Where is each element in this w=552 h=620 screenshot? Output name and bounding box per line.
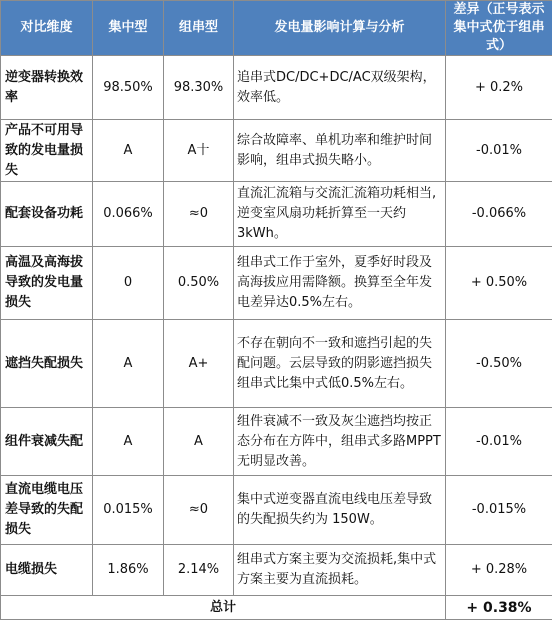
cell-diff: -0.066% <box>446 182 552 247</box>
header-dimension: 对比维度 <box>1 1 93 56</box>
table-row <box>1 545 552 596</box>
total-row <box>1 596 552 620</box>
cell-dimension: 直流电缆电压差导致的失配损失 <box>1 476 93 545</box>
cell-string: 0.50% <box>164 247 234 320</box>
cell-diff: + 0.2% <box>446 56 552 120</box>
cell-analysis: 追串式DC/DC+DC/AC双级架构，效率低。 <box>234 56 446 120</box>
header-central: 集中型 <box>93 1 164 56</box>
cell-analysis: 集中式逆变器直流电线电压差导致的失配损失约为 150W。 <box>234 476 446 545</box>
cell-dimension: 产品不可用导致的发电量损失 <box>1 120 93 182</box>
table-row <box>1 120 552 182</box>
cell-dimension: 组件衰减失配 <box>1 408 93 476</box>
total-label: 总计 <box>1 596 446 620</box>
cell-central: 0 <box>93 247 164 320</box>
cell-string: 2.14% <box>164 545 234 596</box>
cell-diff: + 0.50% <box>446 247 552 320</box>
cell-diff: -0.01% <box>446 120 552 182</box>
table-row <box>1 408 552 476</box>
cell-dimension: 电缆损失 <box>1 545 93 596</box>
header-string: 组串型 <box>164 1 234 56</box>
cell-dimension: 逆变器转换效率 <box>1 56 93 120</box>
cell-string: ≈0 <box>164 182 234 247</box>
cell-central: A <box>93 320 164 408</box>
cell-diff: + 0.28% <box>446 545 552 596</box>
header-analysis: 发电量影响计算与分析 <box>234 1 446 56</box>
cell-diff: -0.01% <box>446 408 552 476</box>
cell-analysis: 综合故障率、单机功率和维护时间影响，组串式损失略小。 <box>234 120 446 182</box>
cell-central: 1.86% <box>93 545 164 596</box>
cell-diff: -0.015% <box>446 476 552 545</box>
cell-central: 0.066% <box>93 182 164 247</box>
header-diff: 差异（正号表示集中式优于组串式） <box>446 1 552 56</box>
cell-string: ≈0 <box>164 476 234 545</box>
cell-central: A <box>93 120 164 182</box>
table-row <box>1 182 552 247</box>
total-diff: + 0.38% <box>446 596 552 620</box>
table-row <box>1 247 552 320</box>
table-row <box>1 476 552 545</box>
cell-central: 98.50% <box>93 56 164 120</box>
cell-dimension: 高温及高海拔导致的发电量损失 <box>1 247 93 320</box>
cell-string: A <box>164 408 234 476</box>
cell-dimension: 配套设备功耗 <box>1 182 93 247</box>
cell-central: 0.015% <box>93 476 164 545</box>
table-row <box>1 56 552 120</box>
cell-string: A十 <box>164 120 234 182</box>
cell-central: A <box>93 408 164 476</box>
cell-dimension: 遮挡失配损失 <box>1 320 93 408</box>
cell-diff: -0.50% <box>446 320 552 408</box>
table-row <box>1 320 552 408</box>
cell-string: 98.30% <box>164 56 234 120</box>
cell-string: A+ <box>164 320 234 408</box>
header-row <box>1 1 552 56</box>
cell-analysis: 组串式方案主要为交流损耗,集中式方案主要为直流损耗。 <box>234 545 446 596</box>
cell-analysis: 直流汇流箱与交流汇流箱功耗相当,逆变室风扇功耗折算至一天约3kWh。 <box>234 182 446 247</box>
cell-analysis: 组串式工作于室外，夏季好时段及高海拔应用需降额。换算至全年发电差异达0.5%左右。 <box>234 247 446 320</box>
cell-analysis: 不存在朝向不一致和遮挡引起的失配问题。云层导致的阴影遮挡损失组串式比集中式低0.5%左右。 <box>234 320 446 408</box>
cell-analysis: 组件衰减不一致及灰尘遮挡均按正态分布在方阵中，组串式多路MPPT无明显改善。 <box>234 408 446 476</box>
